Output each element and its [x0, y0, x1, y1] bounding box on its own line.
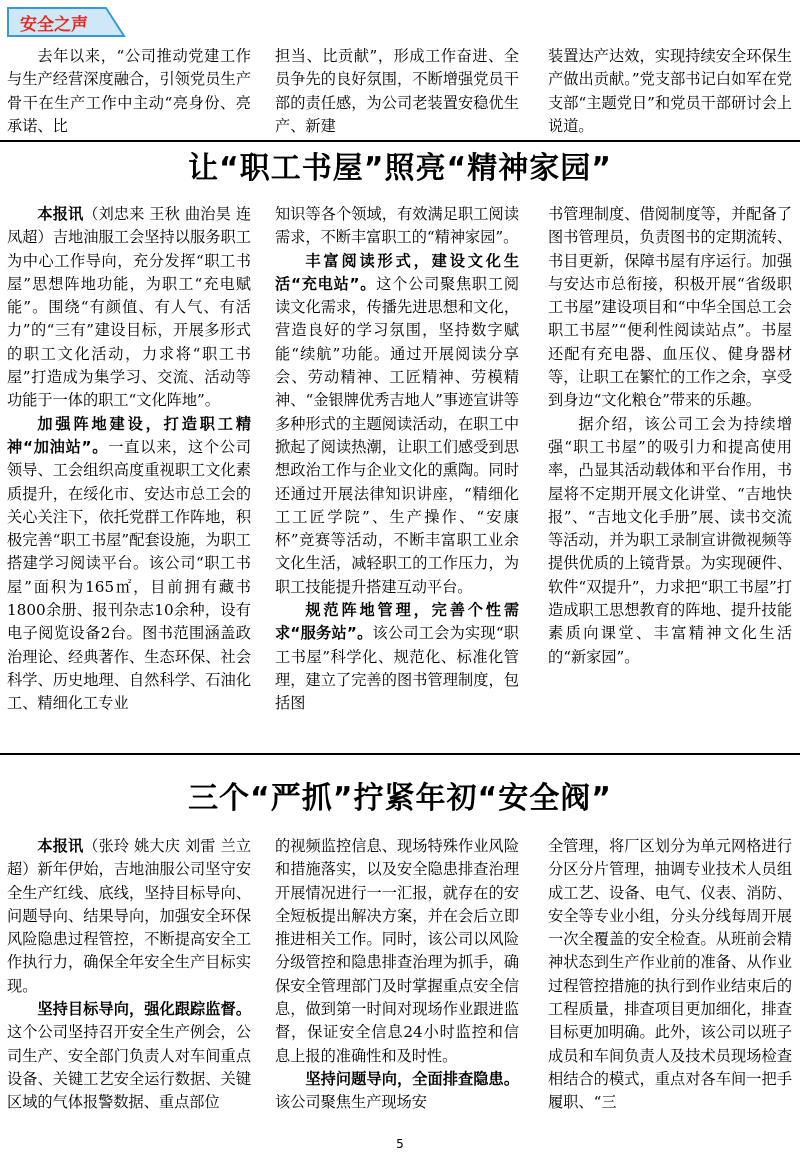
article1-col3-para2: 据介绍，该公司工会为持续增强“职工书屋”的吸引力和提高使用率，凸显其活动载体和平台作用，书屋将不定期开展文化讲堂、“吉地快报”、“吉地文化手册”展、读书交流等活动，并为职工录制宣讲微视频等提供优质的上镜背景。为实现硬件、软件“双提升”，力求把“职工书屋”打造成职工思想教育的阵地、提升技能素质向课堂、丰富精神文化生活的“新家园”。: [548, 414, 792, 666]
top-article-col3: [548, 45, 792, 138]
article2-title: 三个“严抓”拧紧年初“安全阀”: [188, 781, 612, 816]
article1-col1: [7, 203, 251, 716]
top-article-col2: [275, 45, 519, 138]
section-tag: [6, 6, 126, 38]
article2-col3-para1: 全管理，将厂区划分为单元网格进行分区分片管理，抽调专业技术人员组成工艺、设备、电气、仪表、消防、安全等专业小组，分头分线每周开展一次全覆盖的安全检查。从班前会精神状态到生产作业前的准备、从作业过程管控措施的执行到作业结束后的工程质量，排查项目更加细化，排查目标更加明确。此外，该公司以班子成员和车间负责人及技术员现场检查相结合的模式，重点对各车间一把手履职、“三: [548, 837, 792, 1112]
article1-col3: [548, 203, 792, 669]
section-label: 安全之声: [20, 15, 88, 35]
article1-col2-para2: 丰富阅读形式，建设文化生活“充电站”。这个公司聚焦职工阅读文化需求，传播先进思想和文化，营造良好的学习氛围，坚持数字赋能“续航”功能。通过开展阅读分享会、劳动精神、工匠精神、劳模精神、“金银牌优秀吉地人”事迹宣讲等多种形式的主题阅读活动，在职工中掀起了阅读热潮，让职工们感受到思想政治工作与企业文化的熏陶。同时还通过开展法律知识讲座，“精细化工工匠学院”、生产操作、“安康杯”竞赛等活动，不断丰富职工业余文化生活，减轻职工的工作压力，为职工技能提升搭建互动平台。: [275, 251, 520, 596]
top-article-col1: [7, 45, 251, 138]
top-article-col1-text: 去年以来，“公司推动党建工作与生产经营深度融合，引领党员生产骨干在生产工作中主动“亮身份、亮承诺、比: [7, 47, 251, 135]
article2-col2: [275, 835, 519, 1115]
article1-col2-para1: 知识等各个领域，有效满足职工阅读需求，不断丰富职工的“精神家园”。: [275, 205, 519, 247]
divider-middle: [0, 753, 800, 755]
article1-col2-para3: 规范阵地管理，完善个性需求“服务站”。该公司工会为实现“职工书屋”科学化、规范化、标准化管理，建立了完善的图书管理制度，包括图: [275, 601, 519, 713]
divider-top: [0, 140, 800, 142]
article1-col3-para1: 书管理制度、借阅制度等，并配备了图书管理员，负责图书的定期流转、书目更新，保障书屋有序运行。加强与安达市总衔接，积极开展“省级职工书屋”建设项目和“中华全国总工会职工书屋”“便利性阅读站点”。书屋还配有充电器、血压仪、健身器材等，让职工在繁忙的工作之余，享受到身边“文化粮仓”带来的乐趣。: [548, 205, 792, 410]
top-article-col3-text: 装置达产达效，实现持续安全环保生产做出贡献。”党支部书记白如军在党支部“主题党日”和党员干部研讨会上说道。: [548, 47, 792, 135]
article2-col1-para1: 本报讯（张玲 姚大庆 刘雷 兰立超）新年伊始，吉地油服公司坚守安全生产红线、底线，坚持目标导向、问题导向、结果导向，加强安全环保风险隐患过程管控，不断提高安全工作执行力，确保全年安全生产目标实现。: [7, 837, 252, 995]
top-article-col2-text: 担当、比贡献”，形成工作奋进、全员争先的良好氛围，不断增强党员干部的责任感，为公司老装置安稳优生产、新建: [275, 47, 519, 135]
article1-col1-para2: 加强阵地建设，打造职工精神“加油站”。一直以来，这个公司领导、工会组织高度重视职工文化素质提升，在绥化市、安达市总工会的关心关注下，依托党群工作阵地，积极完善“职工书屋”配套设施，为职工搭建学习阅读平台。该公司“职工书屋”面积为165㎡，目前拥有藏书1800余册、报刊杂志10余种，设有电子阅览设备2台。图书范围涵盖政治理论、经典著作、生态环保、社会科学、历史地理、自然科学、石油化工、精细化工专业: [7, 414, 252, 713]
article2-col1: [7, 835, 251, 1115]
article2-col1-para2: 坚持目标导向，强化跟踪监督。这个公司坚持召开安全生产例会，公司生产、安全部门负责人对车间重点设备、关键工艺安全运行数据、关键区域的气体报警数据、重点部位: [7, 1000, 251, 1112]
article1-col2: [275, 203, 519, 716]
article1-col1-para1: 本报讯（刘忠来 王秋 曲治昊 连凤超）吉地油服工会坚持以服务职工为中心工作导向，充分发挥“职工书屋”思想阵地功能，为职工“充电赋能”。围绕“有颜值、有人气、有活力”的“三有”建设目标，开展多形式的职工文化活动，力求将“职工书屋”打造成为集学习、交流、活动等功能于一体的职工“文化阵地”。: [7, 205, 252, 410]
article2-col2-para1: 的视频监控信息、现场特殊作业风险和措施落实，以及安全隐患排查治理开展情况进行一一汇报，就存在的安全短板提出解决方案，并在会后立即推进相关工作。同时，该公司以风险分级管控和隐患排查治理为抓手，确保安全管理部门及时掌握重点安全信息，做到第一时间对现场作业跟进监督，保证安全信息24小时监控和信息上报的准确性和及时性。: [275, 837, 519, 1065]
page-number: 5: [396, 1137, 404, 1151]
article2-col3: [548, 835, 792, 1115]
article1-title: 让“职工书屋”照亮“精神家园”: [188, 151, 612, 186]
article2-col2-para2: 坚持问题导向，全面排查隐患。该公司聚焦生产现场安: [275, 1069, 519, 1112]
